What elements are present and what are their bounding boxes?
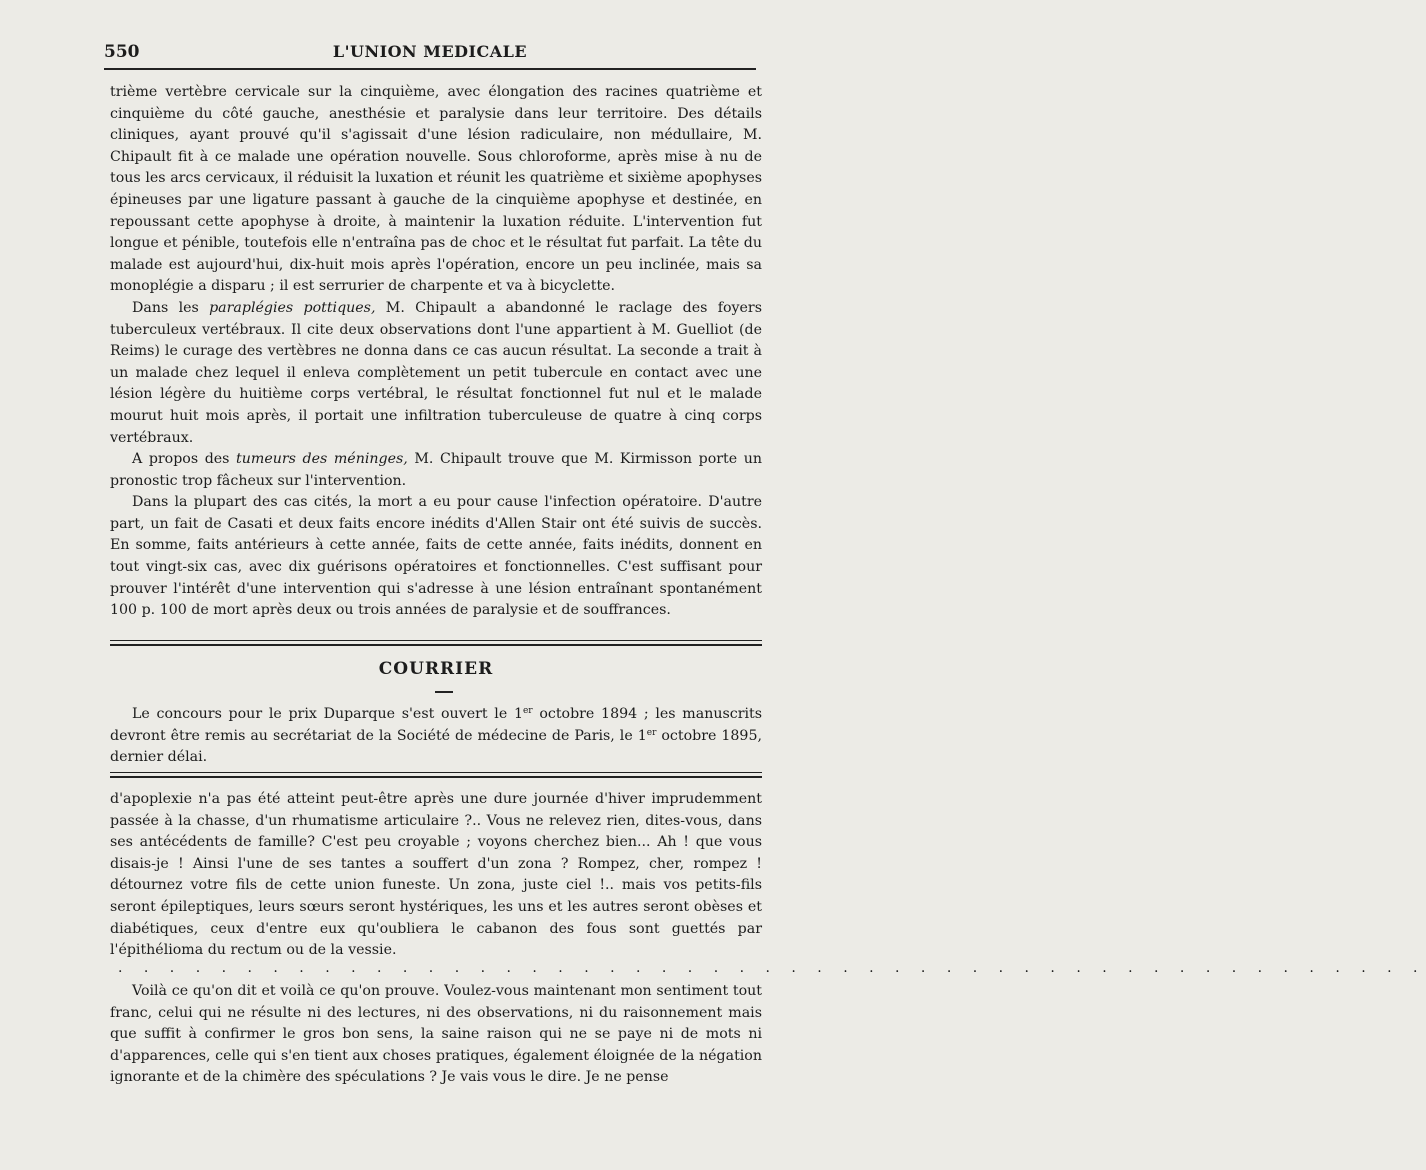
paragraph-common-sense: Voilà ce qu'on dit et voilà ce qu'on prouve. Voulez-vous maintenant mon sentiment tout franc, celui qui ne résulte ni des lectures, ni des observations, ni du raisonnement mais que suffit à confirmer le gros bon sens, la saine raison qui ne se paye ni de mots ni d'apparences, celle qui s'en tient aux choses pratiques, également éloignée de la négation ignorante et de la chimère des spéculations ? Je vais vous le dire. Je ne pense: [110, 983, 762, 1086]
emphasis-tumeurs: tumeurs des méninges,: [236, 451, 408, 468]
feuilleton-text-2: [110, 981, 762, 1089]
feuilleton-text: [110, 789, 762, 962]
page-number: 550: [104, 42, 140, 62]
section-divider-bottom: [110, 772, 762, 778]
running-header: [104, 38, 756, 70]
ellipsis-dots-line: . . . . . . . . . . . . . . . . . . . . . . . . . . . . . . . . . . . . . . . . . . . . . . . . . . .: [118, 960, 1426, 976]
paragraph-pott-paraplegia: Dans les paraplégies pottiques, M. Chipault a abandonné le raclage des foyers tuberculeux vertébraux. Il cite deux observations dont l'une appartient à M. Guelliot (de Reims) le curage des vertèbres ne donna dans ce cas aucun résultat. La seconde a trait à un malade chez lequel il enleva complètement un petit tubercule en contact avec une lésion légère du huitième corps vertébral, le résultat fonctionnel fut nul et le malade mourut huit mois après, il portait une infiltration tuberculeuse de quatre à cinq corps vertébraux.: [110, 299, 762, 446]
paragraph-heredity: d'apoplexie n'a pas été atteint peut-être après une dure journée d'hiver imprudemment passée à la chasse, d'un rhumatisme articulaire ?.. Vous ne relevez rien, dites-vous, dans ses antécédents de famille? C'est peu croyable ; voyons cherchez bien... Ah ! que vous disais-je ! Ainsi l'une de ses tantes a souffert d'un zona ? Rompez, cher, rompez ! détournez votre fils de cette union funeste. Un zona, juste ciel !.. mais vos petits-fils seront épileptiques, leurs sœurs seront hystériques, les uns et les autres seront obèses et diabétiques, ceux d'entre eux qu'oubliera le cabanon des fous sont guettés par l'épithélioma du rectum ou de la vessie.: [110, 791, 762, 959]
heading-dash: [435, 691, 453, 693]
article-continuation: [110, 82, 762, 622]
paragraph-mortality-summary: Dans la plupart des cas cités, la mort a eu pour cause l'infection opératoire. D'autre part, un fait de Casati et deux faits encore inédits d'Allen Stair ont été suivis de succès. En somme, faits antérieurs à cette année, faits de cette année, faits inédits, donnent en tout vingt-six cas, avec dix guérisons opératoires et fonctionnelles. C'est suffisant pour prouver l'intérêt d'une intervention qui s'adresse à une lésion entraînant spontanément 100 p. 100 de mort après deux ou trois années de paralysie et de souffrances.: [110, 494, 762, 619]
paragraph-luxation-case: trième vertèbre cervicale sur la cinquième, avec élongation des racines quatrième et cinquième du côté gauche, anesthésie et paralysie dans leur territoire. Des détails cliniques, ayant prouvé qu'il s'agissait d'une lésion radiculaire, non médullaire, M. Chipault fit à ce malade une opération nouvelle. Sous chloroforme, après mise à nu de tous les arcs cervicaux, il réduisit la luxation et réunit les quatrième et sixième apophyses épineuses par une ligature passant à gauche de la cinquième apophyse et destinée, en repoussant cette apophyse à droite, à maintenir la luxation réduite. L'intervention fut longue et pénible, toutefois elle n'entraîna pas de choc et le résultat fut parfait. La tête du malade est aujourd'hui, dix-huit mois après l'opération, encore un peu inclinée, mais sa monoplégie a disparu ; il est serrurier de charpente et va à bicyclette.: [110, 84, 762, 295]
journal-title: L'UNION MEDICALE: [332, 42, 528, 61]
section-divider-top: [110, 640, 762, 646]
paragraph-meningeal-tumors: A propos des tumeurs des méninges, M. Chipault trouve que M. Kirmisson porte un pronostic trop fâcheux sur l'intervention.: [110, 451, 762, 489]
courrier-notice: Le concours pour le prix Duparque s'est ouvert le 1er octobre 1894 ; les manuscrits devront être remis au secrétariat de la Société de médecine de Paris, le 1er octobre 1895, dernier délai.: [110, 706, 763, 766]
emphasis-paraplegies: paraplégies pottiques,: [209, 299, 376, 316]
courrier-section: [110, 704, 762, 769]
courrier-heading: COURRIER: [378, 659, 494, 679]
